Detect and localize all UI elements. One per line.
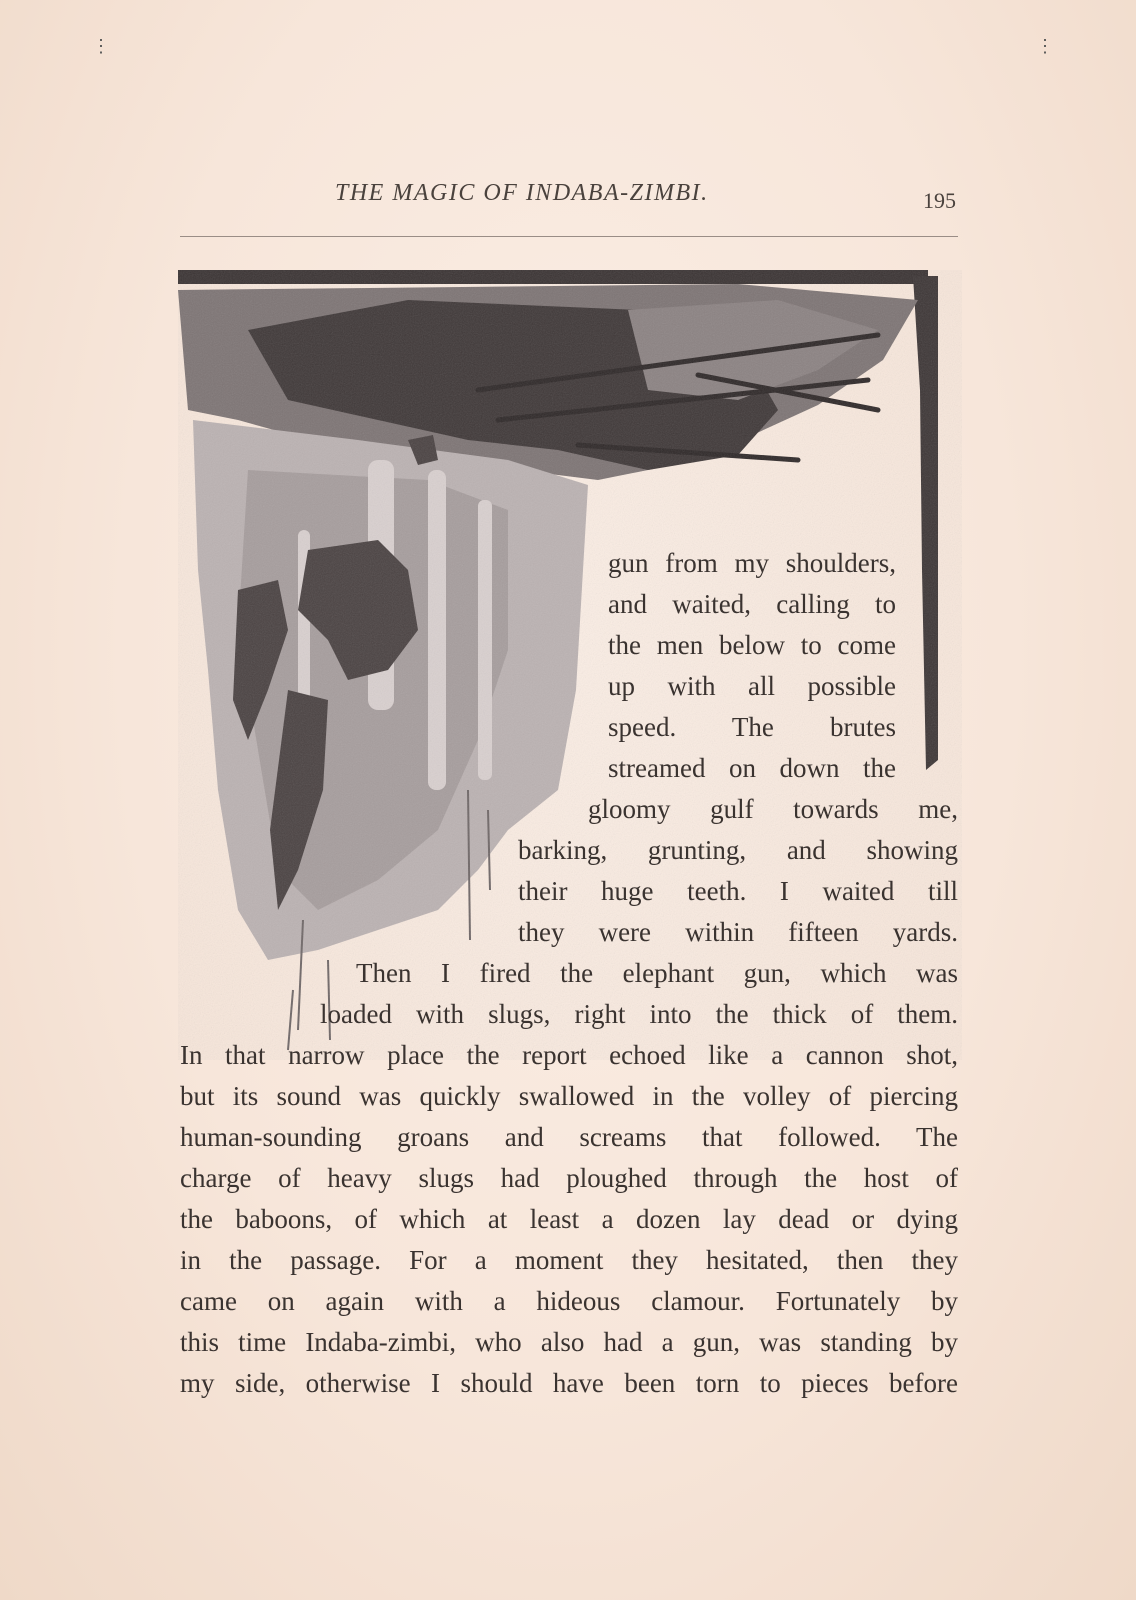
text-line: and waited, calling to [608,589,896,619]
text-line: this time Indaba-zimbi, who also had a gun, was standing by [180,1327,958,1357]
text-line: gloomy gulf towards me, [588,794,958,824]
text-line: in the passage. For a moment they hesitated, then they [180,1245,958,1275]
margin-mark-right: ⋮ [1036,36,1054,57]
text-line: In that narrow place the report echoed like a cannon shot, [180,1040,958,1070]
text-line: gun from my shoulders, [608,548,896,578]
text-line: Then I fired the elephant gun, which was [356,958,958,988]
text-line: up with all possible [608,671,896,701]
text-line: streamed on down the [608,753,896,783]
text-line: the men below to come [608,630,896,660]
text-line: loaded with slugs, right into the thick of them. [320,999,958,1029]
text-line: barking, grunting, and showing [518,835,958,865]
running-title: THE MAGIC OF INDABA-ZIMBI. [335,180,709,206]
header-rule [180,236,958,237]
text-line: but its sound was quickly swallowed in the volley of piercing [180,1081,958,1111]
text-line: my side, otherwise I should have been torn to pieces before [180,1368,958,1398]
text-line: their huge teeth. I waited till [518,876,958,906]
text-line: came on again with a hideous clamour. Fortunately by [180,1286,958,1316]
page-number: 195 [923,188,956,213]
text-line: human-sounding groans and screams that followed. The [180,1122,958,1152]
text-line: they were within fifteen yards. [518,917,958,947]
text-line: charge of heavy slugs had ploughed through the host of [180,1163,958,1193]
text-line: speed. The brutes [608,712,896,742]
text-line: the baboons, of which at least a dozen lay dead or dying [180,1204,958,1234]
running-head [180,180,956,220]
margin-mark-left: ⋮ [92,36,110,57]
